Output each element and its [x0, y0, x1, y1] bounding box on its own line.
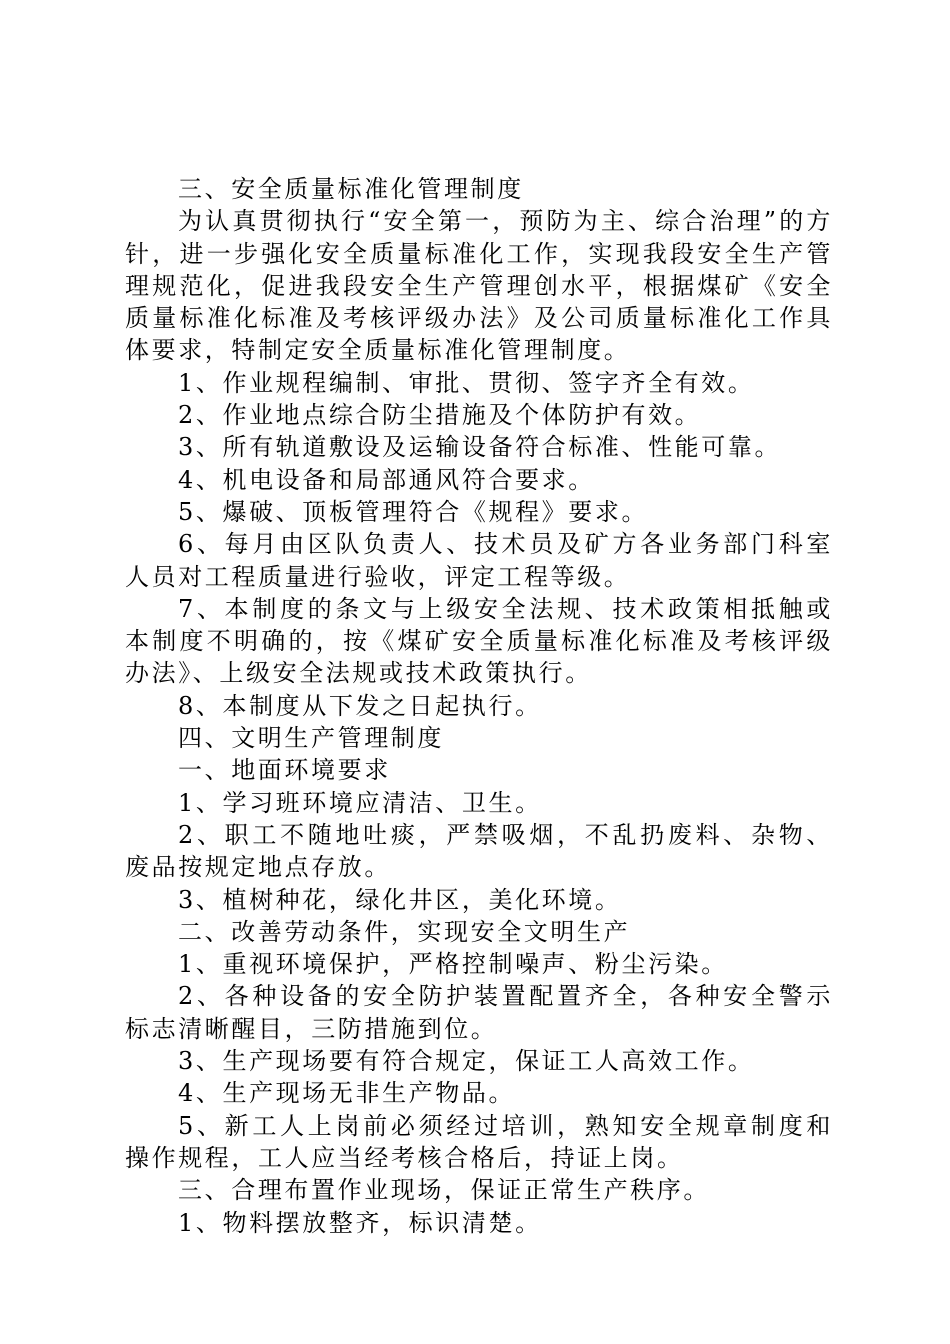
- list-item: 2、各种设备的安全防护装置配置齐全，各种安全警示标志清晰醒目，三防措施到位。: [125, 982, 833, 1043]
- list-item: 4、生产现场无非生产物品。: [178, 1079, 516, 1108]
- list-item: 3、植树种花，绿化井区，美化环境。: [178, 885, 622, 914]
- list-item: 1、重视环境保护，严格控制噪声、粉尘污染。: [178, 950, 728, 979]
- list-item: 1、物料摆放整齐，标识清楚。: [178, 1208, 542, 1237]
- list-item: 1、作业规程编制、审批、贯彻、签字齐全有效。: [178, 368, 755, 397]
- list-item: 5、爆破、顶板管理符合《规程》要求。: [178, 497, 649, 526]
- list-item: 1、学习班环境应清洁、卫生。: [178, 788, 542, 817]
- subsection-heading: 一、地面环境要求: [178, 756, 391, 785]
- list-item: 2、作业地点综合防尘措施及个体防护有效。: [178, 401, 702, 430]
- list-item: 7、本制度的条文与上级安全法规、技术政策相抵触或本制度不明确的，按《煤矿安全质量标准化标准及考核评级办法》、上级安全法规或技术政策执行。: [125, 594, 833, 688]
- list-item: 3、生产现场要有符合规定，保证工人高效工作。: [178, 1047, 755, 1076]
- document-body: [125, 173, 833, 1239]
- list-item: 3、所有轨道敷设及运输设备符合标准、性能可靠。: [178, 433, 782, 462]
- subsection-heading: 二、改善劳动条件，实现安全文明生产: [178, 917, 631, 946]
- section-heading-civilized-production: 四、文明生产管理制度: [178, 724, 444, 753]
- list-item: 5、新工人上岗前必须经过培训，熟知安全规章制度和操作规程，工人应当经考核合格后，持证上岗。: [125, 1111, 833, 1172]
- list-item: 4、机电设备和局部通风符合要求。: [178, 465, 595, 494]
- intro-paragraph: 为认真贯彻执行“安全第一，预防为主、综合治理”的方针，进一步强化安全质量标准化工作，实现我段安全生产管理规范化，促进我段安全生产管理创水平，根据煤矿《安全质量标准化标准及考核评级办法》及公司质量标准化工作具体要求，特制定安全质量标准化管理制度。: [125, 207, 833, 365]
- list-item: 2、职工不随地吐痰，严禁吸烟，不乱扔废料、杂物、废品按规定地点存放。: [125, 820, 833, 882]
- list-item: 8、本制度从下发之日起执行。: [178, 691, 542, 720]
- section-heading-quality-standardization: 三、安全质量标准化管理制度: [178, 175, 524, 203]
- subsection-heading: 三、合理布置作业现场，保证正常生产秩序。: [178, 1176, 710, 1205]
- list-item: 6、每月由区队负责人、技术员及矿方各业务部门科室人员对工程质量进行验收，评定工程等级。: [125, 530, 833, 591]
